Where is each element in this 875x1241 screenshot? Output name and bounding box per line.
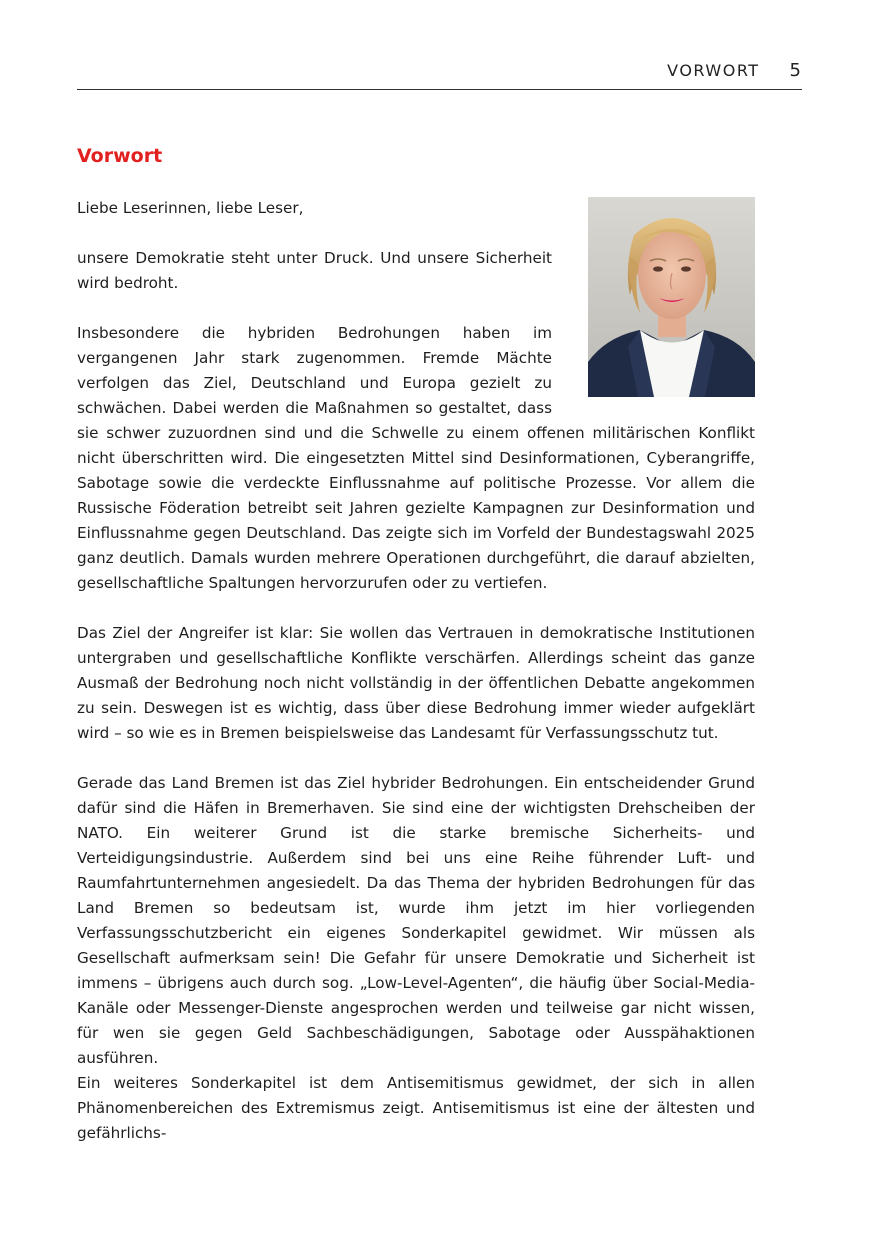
paragraph-3: Das Ziel der Angreifer ist klar: Sie wollen das Vertrauen in demokratische Institutionen untergraben und gesellschaftliche Konflikte verschärfen. Allerdings scheint das ganze Ausmaß der Bedrohung noch nicht vollständig in der öffentlichen Debatte angekommen zu sein. Deswegen ist es wichtig, dass über diese Bedrohung immer wieder aufgeklärt wird – so wie es in Bremen beispielsweise das Landesamt für Verfassungsschutz tut. <box>77 624 755 742</box>
salutation: Liebe Leserinnen, liebe Leser, <box>77 199 304 217</box>
running-header <box>667 60 801 80</box>
page-number: 5 <box>789 59 801 81</box>
paragraph-5: Ein weiteres Sonderkapitel ist dem Antisemitismus gewidmet, der sich in allen Phänomenbereichen des Extremismus zeigt. Antisemitismus ist eine der ältesten und gefährlichs- <box>77 1074 755 1142</box>
paragraph-2-text: Insbesondere die hybriden Bedrohungen haben im vergangenen Jahr stark zugenommen. Fremde Mächte verfolgen das Ziel, Deutschland und Europa gezielt zu schwächen. Dabei werden die Maßnahmen so gestaltet, dass sie schwer zuzuordnen sind und die Schwelle zu einem offenen militärischen Konflikt nicht überschritten wird. Die eingesetzten Mittel sind Desinformationen, Cyberangriffe, Sabotage sowie die verdeckte Einflussnahme auf politische Prozesse. Vor allem die Russische Föderation betreibt seit Jahren gezielte Kampagnen zur Desinformation und Einflussnahme gegen Deutschland. Das zeigte sich im Vorfeld der Bundestagswahl 2025 ganz deutlich. Damals wurden mehrere Operationen durchgeführt, die darauf abzielten, gesellschaftliche Spaltungen hervorzurufen oder zu vertiefen. <box>77 324 755 592</box>
running-header-title: VORWORT <box>667 60 760 80</box>
paragraph-2 <box>77 321 755 596</box>
portrait-wrap-spacer <box>552 321 755 411</box>
header-rule <box>77 89 802 90</box>
page-title: Vorwort <box>77 145 163 167</box>
paragraph-4: Gerade das Land Bremen ist das Ziel hybrider Bedrohungen. Ein entscheidender Grund dafür sind die Häfen in Bremerhaven. Sie sind eine der wichtigsten Drehscheiben der NATO. Ein weiterer Grund ist die starke bremische Sicherheits- und Verteidigungsindustrie. Außerdem sind bei uns eine Reihe führender Luft- und Raumfahrtunternehmen angesiedelt. Da das Thema der hybriden Bedrohungen für das Land Bremen so bedeutsam ist, wurde ihm jetzt im hier vorliegenden Verfassungsschutzbericht ein eigenes Sonderkapitel gewidmet. Wir müssen als Gesellschaft aufmerksam sein! Die Gefahr für unsere Demokratie und Sicherheit ist immens – übrigens auch durch sog. „Low-Level-Agenten“, die häufig über Social-Media-Kanäle oder Messenger-Dienste angesprochen werden und teilweise gar nicht wissen, für wen sie gegen Geld Sachbeschädigungen, Sabotage oder Ausspähaktionen ausführen. <box>77 774 755 1067</box>
paragraph-1: unsere Demokratie steht unter Druck. Und unsere Sicherheit wird bedroht. <box>77 249 552 292</box>
